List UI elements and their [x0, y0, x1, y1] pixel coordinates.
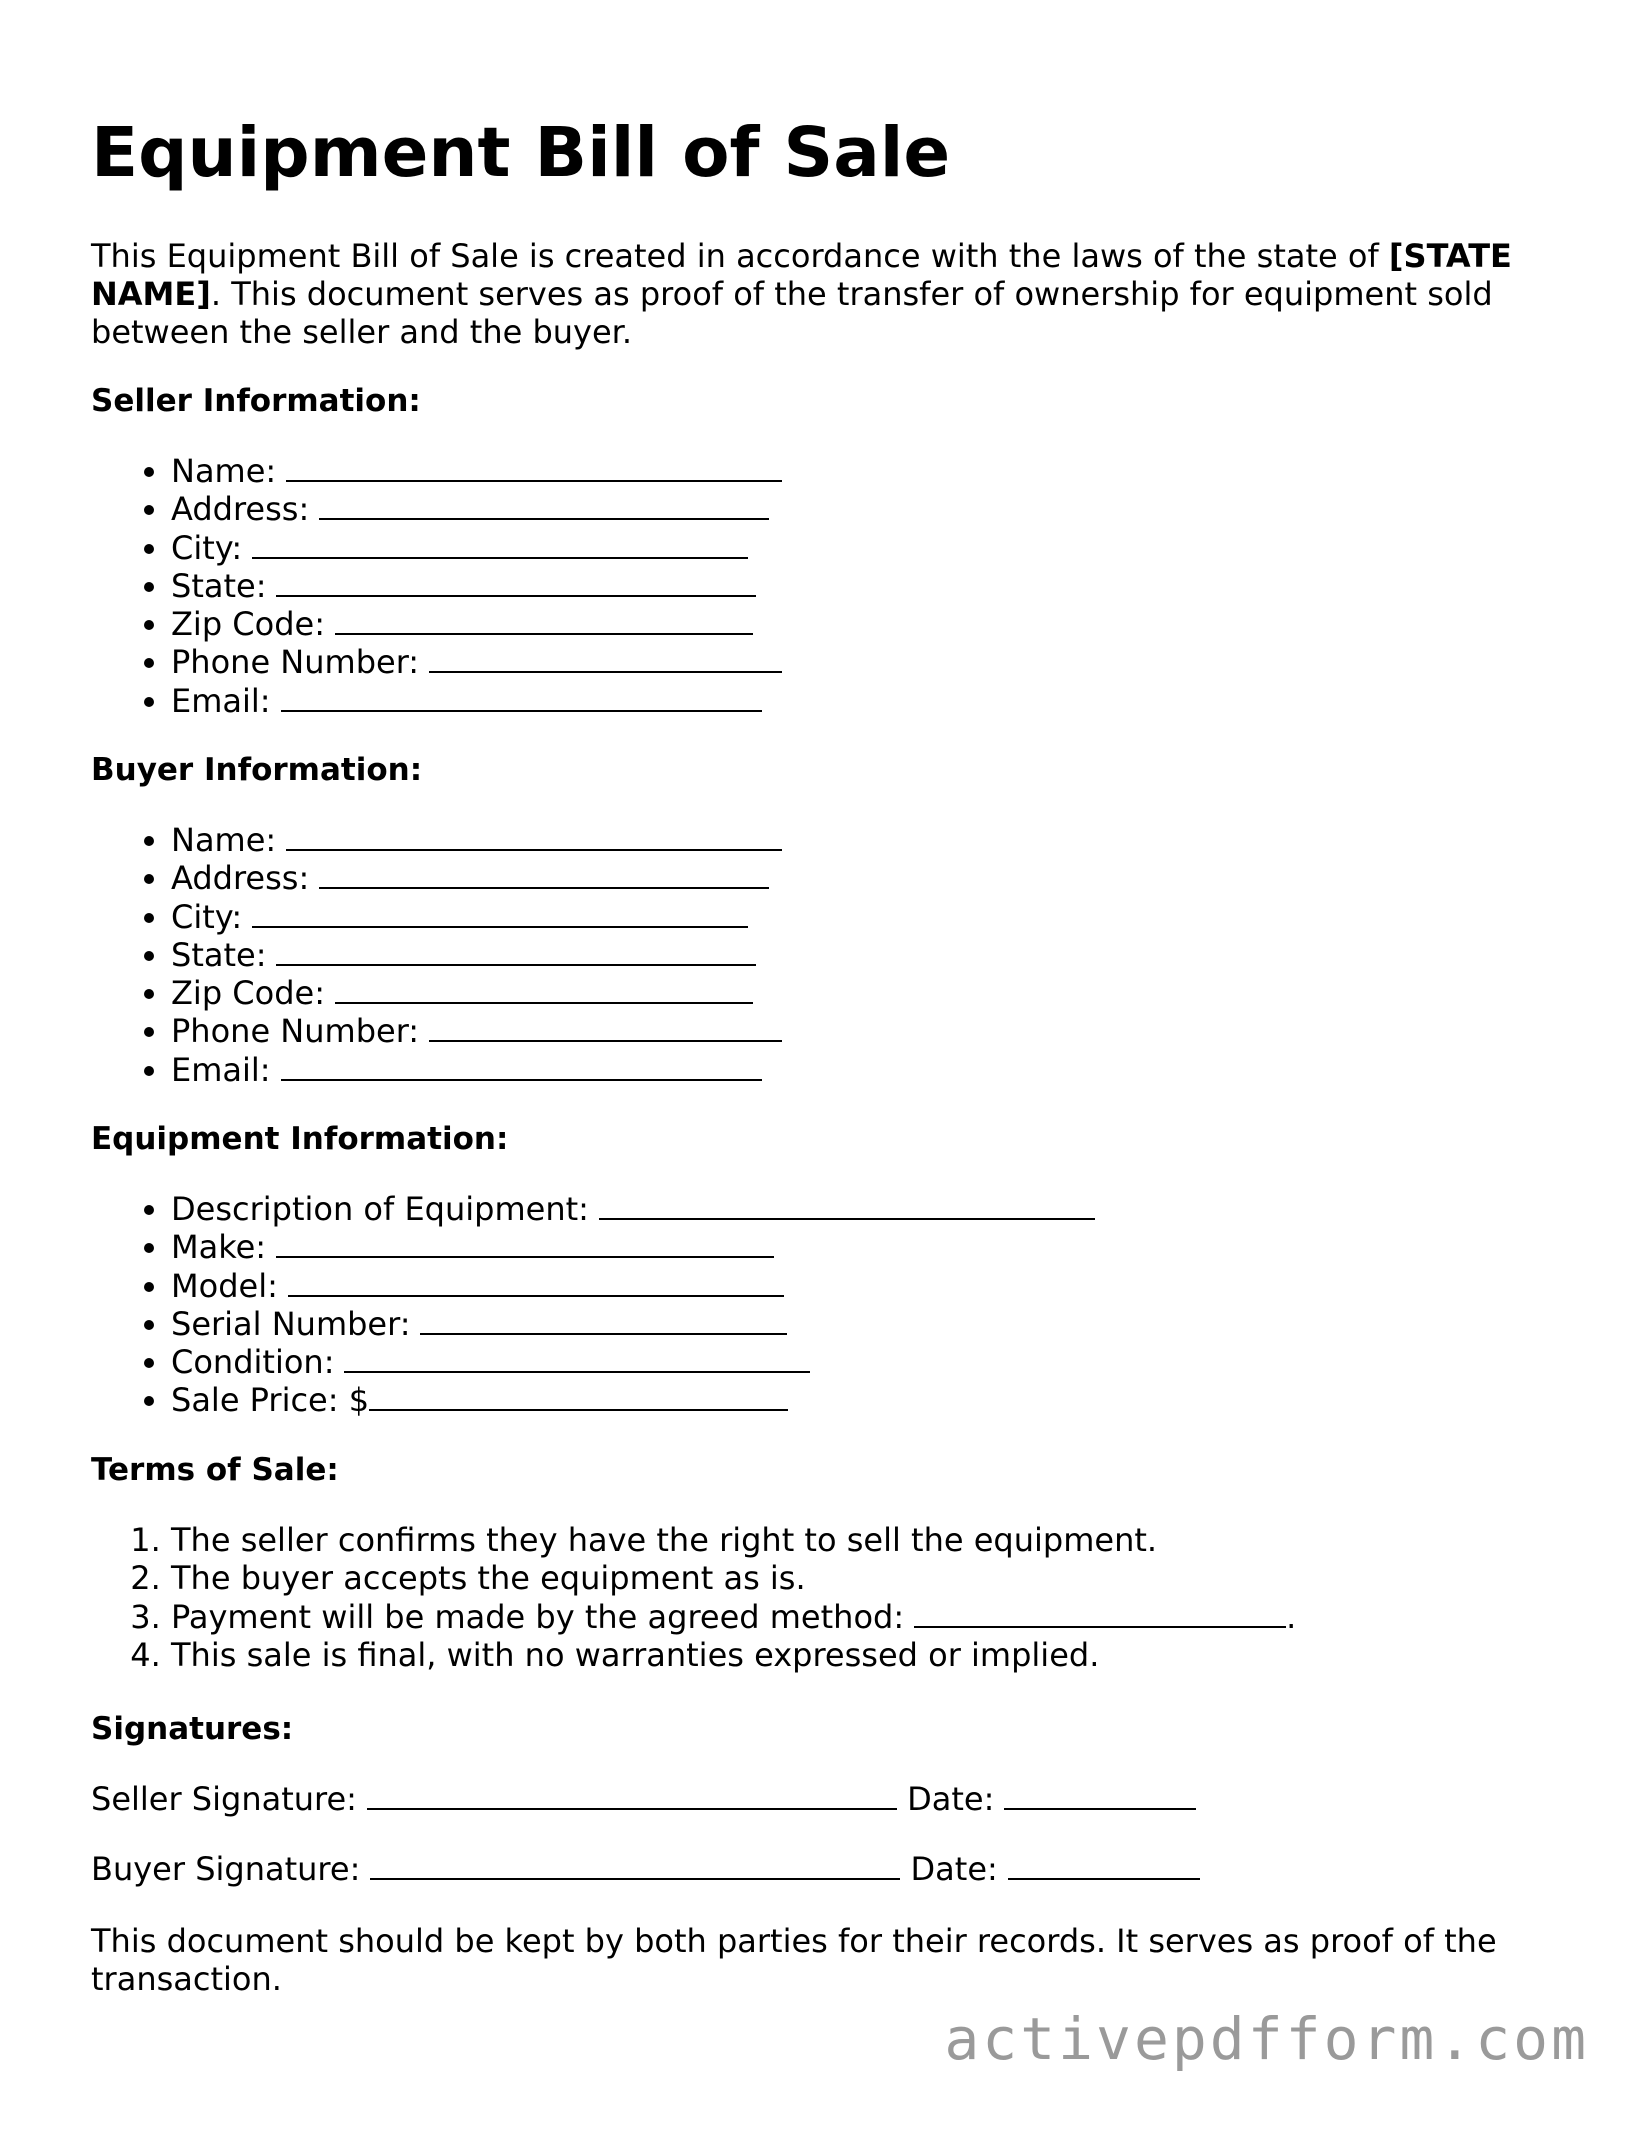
equipment-make-field[interactable] — [171, 1228, 1095, 1266]
seller-signature-blank[interactable] — [367, 1780, 897, 1810]
buyer-date-blank[interactable] — [1008, 1850, 1200, 1880]
blank-line[interactable] — [276, 936, 756, 966]
field-label: Serial Number: — [171, 1304, 411, 1343]
blank-line[interactable] — [286, 452, 782, 482]
buyer-address-field[interactable] — [171, 859, 782, 897]
seller-heading: Seller Information: — [91, 383, 421, 419]
term-text: Payment will be made by the agreed method: — [171, 1597, 905, 1636]
intro-text-start: This Equipment Bill of Sale is created in accordance with the laws of the state of — [91, 237, 1389, 275]
equipment-model-field[interactable] — [171, 1267, 1095, 1305]
blank-line[interactable] — [335, 605, 753, 635]
blank-line[interactable] — [335, 974, 753, 1004]
buyer-signature-row — [91, 1850, 1200, 1888]
equipment-fields — [91, 1190, 1095, 1420]
blank-line[interactable] — [599, 1190, 1095, 1220]
term-item: 4. This sale is final, with no warranties expressed or implied. — [171, 1636, 1296, 1674]
signatures-heading: Signatures: — [91, 1711, 294, 1747]
buyer-signature-label: Buyer Signature: — [91, 1850, 361, 1888]
intro-paragraph — [91, 237, 1561, 351]
field-label: Phone Number: — [171, 1012, 420, 1051]
blank-line[interactable] — [276, 567, 756, 597]
field-label: City: — [171, 528, 243, 567]
buyer-name-field[interactable] — [171, 821, 782, 859]
blank-line[interactable] — [369, 1381, 788, 1411]
terms-list — [91, 1521, 1296, 1674]
seller-signature-label: Seller Signature: — [91, 1780, 357, 1818]
blank-line[interactable] — [252, 529, 748, 559]
blank-line[interactable] — [429, 643, 782, 673]
buyer-state-field[interactable] — [171, 936, 782, 974]
blank-line[interactable] — [286, 821, 782, 851]
blank-line[interactable] — [276, 1228, 774, 1258]
equipment-condition-field[interactable] — [171, 1343, 1095, 1381]
date-label: Date: — [907, 1780, 995, 1818]
field-label: Name: — [171, 821, 277, 859]
seller-city-field[interactable] — [171, 529, 782, 567]
blank-line[interactable] — [429, 1012, 782, 1042]
equipment-heading: Equipment Information: — [91, 1121, 509, 1157]
term-item: 1. The seller confirms they have the right to sell the equipment. — [171, 1521, 1296, 1559]
seller-signature-row — [91, 1780, 1196, 1818]
buyer-signature-blank[interactable] — [370, 1850, 900, 1880]
term-item: 2. The buyer accepts the equipment as is. — [171, 1559, 1296, 1597]
seller-phone-field[interactable] — [171, 643, 782, 681]
equipment-serial-field[interactable] — [171, 1305, 1095, 1343]
field-label: Zip Code: — [171, 605, 325, 644]
closing-paragraph: This document should be kept by both parties for their records. It serves as proof of the transaction. — [91, 1922, 1497, 1998]
seller-zip-field[interactable] — [171, 605, 782, 643]
field-label: City: — [171, 897, 243, 936]
blank-line[interactable] — [252, 898, 748, 928]
payment-method-blank[interactable] — [914, 1598, 1286, 1628]
blank-line[interactable] — [344, 1343, 810, 1373]
field-label: Email: — [171, 681, 271, 720]
seller-state-field[interactable] — [171, 567, 782, 605]
seller-date-blank[interactable] — [1004, 1780, 1196, 1810]
field-label: Sale Price: $ — [171, 1381, 370, 1420]
seller-address-field[interactable] — [171, 490, 782, 528]
state-name-placeholder: [STATE NAME] — [91, 237, 1512, 313]
buyer-email-field[interactable] — [171, 1051, 782, 1089]
field-label: Address: — [171, 859, 310, 898]
field-label: Description of Equipment: — [171, 1190, 589, 1228]
buyer-heading: Buyer Information: — [91, 752, 423, 788]
blank-line[interactable] — [420, 1305, 787, 1335]
watermark-logo: activepdfform.com — [944, 2005, 1589, 2073]
blank-line[interactable] — [288, 1267, 784, 1297]
intro-text-end: . This document serves as proof of the transfer of ownership for equipment sold between the seller and the buyer. — [91, 275, 1493, 351]
buyer-fields — [91, 821, 782, 1089]
field-label: Zip Code: — [171, 974, 325, 1013]
date-label: Date: — [910, 1850, 998, 1888]
buyer-city-field[interactable] — [171, 898, 782, 936]
seller-name-field[interactable] — [171, 452, 782, 490]
equipment-price-field[interactable] — [171, 1381, 1095, 1419]
blank-line[interactable] — [319, 859, 769, 889]
field-label: Model: — [171, 1266, 278, 1305]
term-item-payment[interactable] — [171, 1598, 1296, 1636]
seller-fields — [91, 452, 782, 720]
blank-line[interactable] — [281, 1051, 762, 1081]
field-label: Address: — [171, 490, 310, 529]
field-label: Name: — [171, 452, 277, 490]
field-label: State: — [171, 566, 267, 605]
buyer-phone-field[interactable] — [171, 1012, 782, 1050]
term-suffix: . — [1286, 1597, 1297, 1636]
field-label: Make: — [171, 1228, 267, 1267]
document-title: Equipment Bill of Sale — [91, 113, 951, 193]
buyer-zip-field[interactable] — [171, 974, 782, 1012]
seller-email-field[interactable] — [171, 682, 782, 720]
blank-line[interactable] — [319, 490, 769, 520]
equipment-description-field[interactable] — [171, 1190, 1095, 1228]
field-label: Phone Number: — [171, 643, 420, 682]
field-label: Email: — [171, 1050, 271, 1089]
field-label: Condition: — [171, 1343, 335, 1382]
blank-line[interactable] — [281, 682, 762, 712]
terms-heading: Terms of Sale: — [91, 1452, 339, 1488]
field-label: State: — [171, 935, 267, 974]
